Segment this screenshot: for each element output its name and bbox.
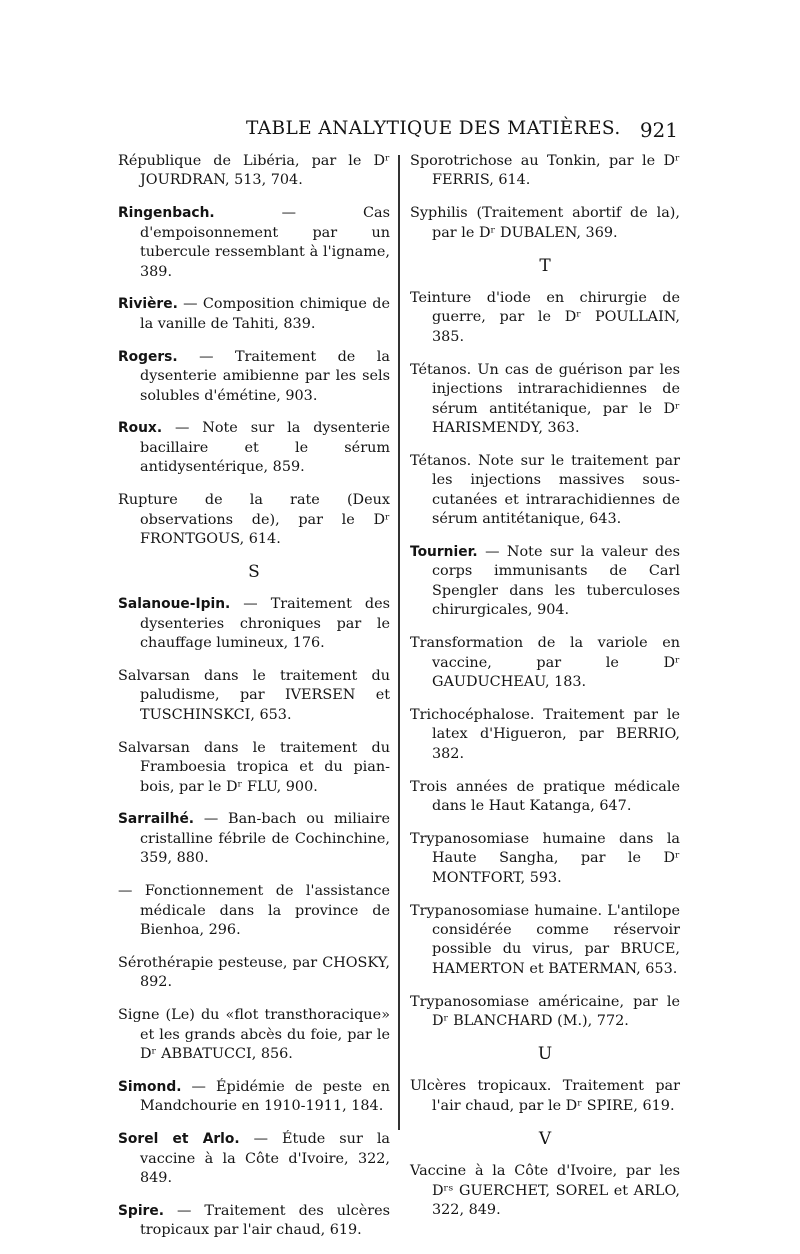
entry-text: — Note sur la valeur des corps immunisants de Carl Spengler dans les tuberculoses chirurgicales, 904. bbox=[432, 544, 680, 619]
index-entry bbox=[118, 667, 390, 725]
left-column bbox=[118, 152, 390, 1254]
entry-text: Rupture de la rate (Deux observations de), par le Dʳ FRONTGOUS, 614. bbox=[118, 492, 390, 547]
entry-text: — Cas d'empoisonnement par un tubercule ressemblant à l'igname, 389. bbox=[140, 205, 390, 280]
section-letter-v: V bbox=[538, 1128, 552, 1149]
index-entry bbox=[410, 993, 680, 1032]
r-entries bbox=[118, 152, 390, 549]
entry-text: Tétanos. Note sur le traitement par les injections massives sous-cutanées et intrarachidiennes de sérum antitétanique, 643. bbox=[410, 452, 680, 528]
running-title: TABLE ANALYTIQUE DES MATIÈRES. bbox=[246, 118, 621, 139]
section-letter-u: U bbox=[537, 1044, 553, 1065]
index-entry bbox=[118, 1078, 390, 1117]
entry-text: Trypanosomiase humaine dans la Haute Sangha, par le Dʳ MONTFORT, 593. bbox=[410, 830, 680, 886]
section-letter-s: S bbox=[248, 561, 260, 582]
entry-text: Syphilis (Traitement abortif de la), par le Dʳ DUBALEN, 369. bbox=[410, 205, 680, 241]
index-entry bbox=[118, 1006, 390, 1064]
entry-author: Ringenbach. bbox=[118, 205, 215, 222]
entry-text: Trypanosomiase humaine. L'antilope considérée comme réservoir possible du virus, par BRUCE, HAMERTON et BATERMAN, 653. bbox=[410, 902, 680, 977]
entry-text: Teinture d'iode en chirurgie de guerre, par le Dʳ POULLAIN, 385. bbox=[410, 290, 680, 345]
index-entry bbox=[410, 289, 680, 347]
section-letter-t: T bbox=[539, 255, 551, 276]
u-entries bbox=[410, 1077, 680, 1116]
entry-text: Signe (Le) du «flot transthoracique» et les grands abcès du foie, par le Dʳ ABBATUCCI, 856. bbox=[118, 1007, 390, 1063]
index-entry bbox=[410, 452, 680, 530]
index-entry bbox=[410, 543, 680, 621]
entry-text: Transformation de la variole en vaccine, par le Dʳ GAUDUCHEAU, 183. bbox=[410, 635, 680, 690]
entry-text: Sporotrichose au Tonkin, par le Dʳ FERRIS, 614. bbox=[410, 153, 680, 189]
entry-author: Sorel et Arlo. bbox=[118, 1131, 240, 1148]
entry-author: Rivière. bbox=[118, 296, 178, 313]
index-entry bbox=[410, 902, 680, 980]
entry-author: Rogers. bbox=[118, 348, 178, 365]
entry-text: — Composition chimique de la vanille de Tahiti, 839. bbox=[140, 296, 390, 332]
entry-text: Sérothérapie pesteuse, par CHOSKY, 892. bbox=[118, 954, 390, 991]
entry-text: Trypanosomiase américaine, par le Dʳ BLANCHARD (M.), 772. bbox=[410, 993, 680, 1030]
right-column bbox=[410, 152, 680, 1234]
index-entry bbox=[410, 830, 680, 888]
entry-author: Roux. bbox=[118, 420, 163, 437]
entry-author: Salanoue-Ipin. bbox=[118, 596, 231, 613]
index-entry bbox=[410, 1162, 680, 1220]
index-entry bbox=[410, 1077, 680, 1116]
entry-text: Trois années de pratique médicale dans le Haut Katanga, 647. bbox=[410, 778, 680, 814]
index-entry bbox=[118, 595, 390, 653]
entry-text: Salvarsan dans le traitement du Framboesia tropica et du pian-bois, par le Dʳ FLU, 900. bbox=[118, 739, 390, 795]
index-entry bbox=[410, 634, 680, 692]
index-entry bbox=[118, 954, 390, 993]
index-entry bbox=[118, 419, 390, 477]
t-entries bbox=[410, 289, 680, 1032]
entry-author: Spire. bbox=[118, 1202, 164, 1219]
entry-text: — Traitement de la dysenterie amibienne par les sels solubles d'émétine, 903. bbox=[140, 348, 390, 404]
column-divider bbox=[398, 155, 400, 1130]
index-entry bbox=[118, 810, 390, 868]
entry-text: République de Libéria, par le Dʳ JOURDRAN, 513, 704. bbox=[118, 153, 390, 189]
entry-author: Sarrailhé. bbox=[118, 811, 195, 828]
page-header bbox=[118, 118, 682, 146]
index-entry bbox=[118, 882, 390, 940]
entry-text: — Note sur la dysenterie bacillaire et le sérum antidysentérique, 859. bbox=[140, 420, 390, 476]
entry-text: — Traitement des ulcères tropicaux par l'air chaud, 619. bbox=[140, 1202, 390, 1239]
entry-text: Vaccine à la Côte d'Ivoire, par les Dʳˢ GUERCHET, SOREL et ARLO, 322, 849. bbox=[410, 1163, 680, 1218]
entry-author: Tournier. bbox=[410, 544, 478, 560]
s-entries bbox=[118, 595, 390, 1240]
index-entry bbox=[118, 1202, 390, 1241]
entry-text: — Étude sur la vaccine à la Côte d'Ivoire, 322, 849. bbox=[140, 1131, 391, 1187]
entry-text: — Traitement des dysenteries chroniques par le chauffage lumineux, 176. bbox=[140, 596, 390, 652]
index-entry bbox=[118, 348, 390, 406]
entry-text: — Ban-bach ou miliaire cristalline fébrile de Cochinchine, 359, 880. bbox=[140, 811, 390, 867]
s-continued-entries bbox=[410, 152, 680, 243]
entry-text: — Épidémie de peste en Mandchourie en 1910-1911, 184. bbox=[140, 1078, 390, 1115]
index-entry bbox=[410, 152, 680, 191]
index-entry bbox=[118, 739, 390, 797]
entry-author: Simond. bbox=[118, 1078, 182, 1095]
index-entry bbox=[118, 491, 390, 549]
entry-text: Trichocéphalose. Traitement par le latex d'Higueron, par BERRIO, 382. bbox=[410, 706, 680, 762]
index-entry bbox=[410, 204, 680, 243]
page-number: 921 bbox=[639, 118, 678, 142]
index-entry bbox=[118, 152, 390, 191]
entry-text: Tétanos. Un cas de guérison par les injections intrarachidiennes de sérum antitétanique, par le Dʳ HARISMENDY, 363. bbox=[410, 361, 680, 436]
index-entry bbox=[118, 1130, 390, 1188]
entry-text: — Fonctionnement de l'assistance médicale dans la province de Bienhoa, 296. bbox=[118, 883, 390, 938]
index-entry bbox=[118, 295, 390, 334]
index-entry bbox=[118, 204, 390, 282]
entry-text: Ulcères tropicaux. Traitement par l'air chaud, par le Dʳ SPIRE, 619. bbox=[410, 1078, 680, 1114]
index-entry bbox=[410, 778, 680, 817]
index-entry bbox=[410, 706, 680, 764]
index-entry bbox=[410, 361, 680, 439]
v-entries bbox=[410, 1162, 680, 1220]
entry-text: Salvarsan dans le traitement du paludisme, par IVERSEN et TUSCHINSKCI, 653. bbox=[118, 668, 390, 723]
